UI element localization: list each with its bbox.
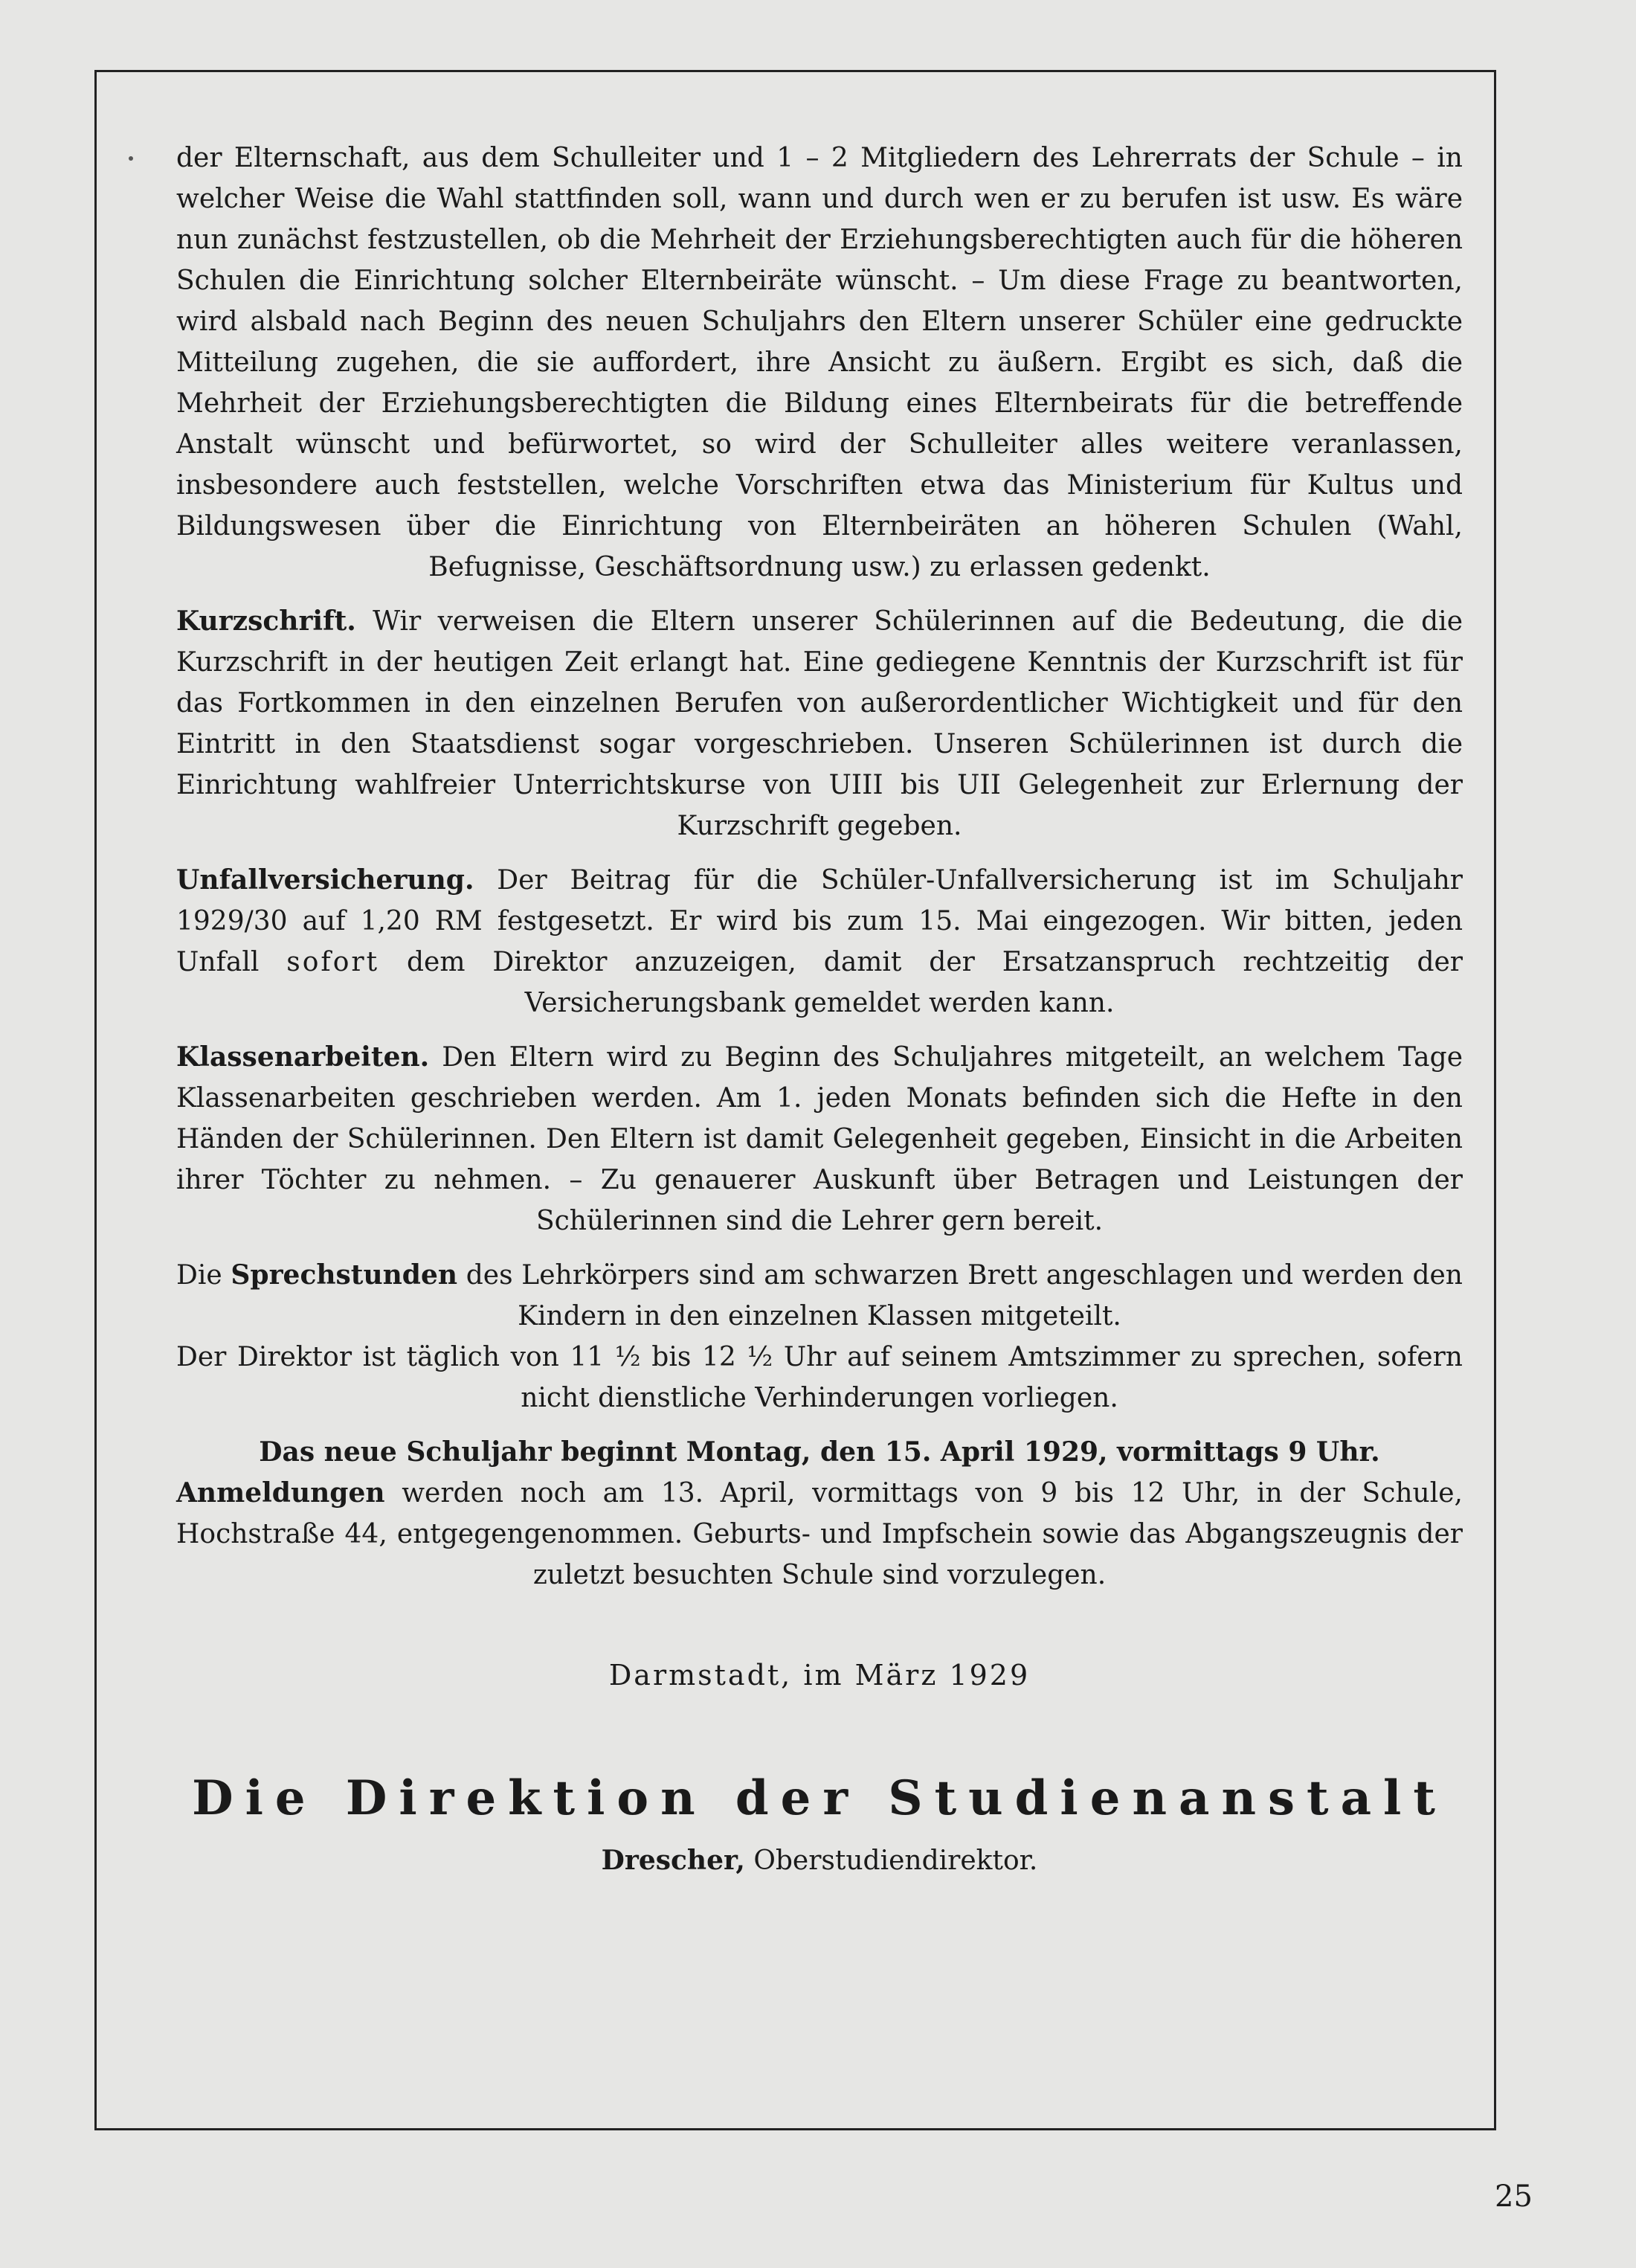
paragraph-anmeldungen (176, 1473, 1463, 1596)
signature-name: Drescher, (601, 1845, 745, 1876)
paragraph-unfallversicherung (176, 860, 1463, 1024)
signature-line (176, 1845, 1463, 1876)
text-sofort: sofort (286, 947, 380, 977)
text-anmeldungen: werden noch am 13. April, vormittags von 9 bis 12 Uhr, in der Schule, Hochstraße 44, entgegengenommen. Geburts- und Impfschein sowie das Abgangszeugnis der zuletzt besuchten Schule sind vorzulegen. (176, 1478, 1463, 1590)
text-sprechstunden: des Lehrkörpers sind am schwarzen Brett angeschlagen und werden den Kindern in den einzelnen Klassen mitgeteilt. (466, 1260, 1463, 1331)
ink-speck (129, 156, 133, 161)
paragraph-kurzschrift (176, 601, 1463, 847)
text-kurzschrift: Wir verweisen die Eltern unserer Schülerinnen auf die Bedeutung, die die Kurzschrift in der heutigen Zeit erlangt hat. Eine gediegene Kenntnis der Kurzschrift ist für das Fortkommen in den einzelnen Berufen von außerordentlicher Wichtigkeit und für den Eintritt in den Staatsdienst sogar vorgeschrieben. Unseren Schülerinnen ist durch die Einrichtung wahlfreier Unterrichtskurse von UIII bis UII Gelegenheit zur Erlernung der Kurzschrift gegeben. (176, 606, 1463, 841)
heading-klassenarbeiten: Klassenarbeiten. (176, 1041, 430, 1073)
heading-unfallversicherung: Unfallversicherung. (176, 864, 474, 896)
paragraph-direktor: Der Direktor ist täglich von 11 ½ bis 12 ½ Uhr auf seinem Amtszimmer zu sprechen, sofern nicht dienstliche Verhinderungen vorliegen. (176, 1342, 1463, 1413)
heading-anmeldungen: Anmeldungen (176, 1477, 385, 1509)
body-text (176, 138, 1463, 1596)
paragraph-schuljahr (176, 1432, 1463, 1473)
direktion-heading: Die Direktion der Studienanstalt (192, 1770, 1447, 1826)
heading-sprechstunden: Sprechstunden (231, 1259, 458, 1291)
paragraph-klassenarbeiten (176, 1037, 1463, 1241)
heading-kurzschrift: Kurzschrift. (176, 605, 356, 637)
text-klassenarbeiten: Den Eltern wird zu Beginn des Schuljahres mitgeteilt, an welchem Tage Klassenarbeiten geschrieben werden. Am 1. jeden Monats befinden sich die Hefte in den Händen der Schülerinnen. Den Eltern ist damit Gelegenheit gegeben, Einsicht in die Arbeiten ihrer Töchter zu nehmen. – Zu genauerer Auskunft über Betragen und Leistungen der Schülerinnen sind die Lehrer gern bereit. (176, 1042, 1463, 1236)
paragraph-sprechstunden (176, 1255, 1463, 1337)
paragraph-elternbeirat: der Elternschaft, aus dem Schulleiter und 1 – 2 Mitgliedern des Lehrerrats der Schule – in welcher Weise die Wahl stattfinden soll, wann und durch wen er zu berufen ist usw. Es wäre nun zunächst festzustellen, ob die Mehrheit der Erziehungsberechtigten auch für die höheren Schulen die Einrichtung solcher Elternbeiräte wünscht. – Um diese Frage zu beantworten, wird alsbald nach Beginn des neuen Schuljahrs den Eltern unserer Schüler eine gedruckte Mitteilung zugehen, die sie auffordert, ihre Ansicht zu äußern. Ergibt es sich, daß die Mehrheit der Erziehungsberechtigten die Bildung eines Elternbeirats für die betreffende Anstalt wünscht und befürwortet, so wird der Schulleiter alles weitere veranlassen, insbesondere auch feststellen, welche Vorschriften etwa das Ministerium für Kultus und Bildungswesen über die Einrichtung von Elternbeiräten an höheren Schulen (Wahl, Befugnisse, Geschäftsordnung usw.) zu erlassen gedenkt. (176, 143, 1463, 582)
text-unfallversicherung-2: dem Direktor anzuzeigen, damit der Ersatzanspruch rechtzeitig der Versicherungsbank gemeldet werden kann. (406, 947, 1463, 1018)
signature-title: Oberstudiendirektor. (753, 1845, 1038, 1876)
text-unfallversicherung-1: Der Beitrag für die Schüler-Unfallversicherung ist im Schuljahr 1929/30 auf 1,20 RM festgesetzt. Er wird bis zum 15. Mai eingezogen. Wir bitten, jeden Unfall (176, 865, 1463, 977)
text-schuljahr: Das neue Schuljahr beginnt Montag, den 15. April 1929, vormittags 9 Uhr. (259, 1436, 1380, 1468)
text-sprech-pre: Die (176, 1260, 222, 1291)
page-number: 25 (1495, 2179, 1533, 2214)
date-line: Darmstadt, im März 1929 (608, 1659, 1031, 1692)
